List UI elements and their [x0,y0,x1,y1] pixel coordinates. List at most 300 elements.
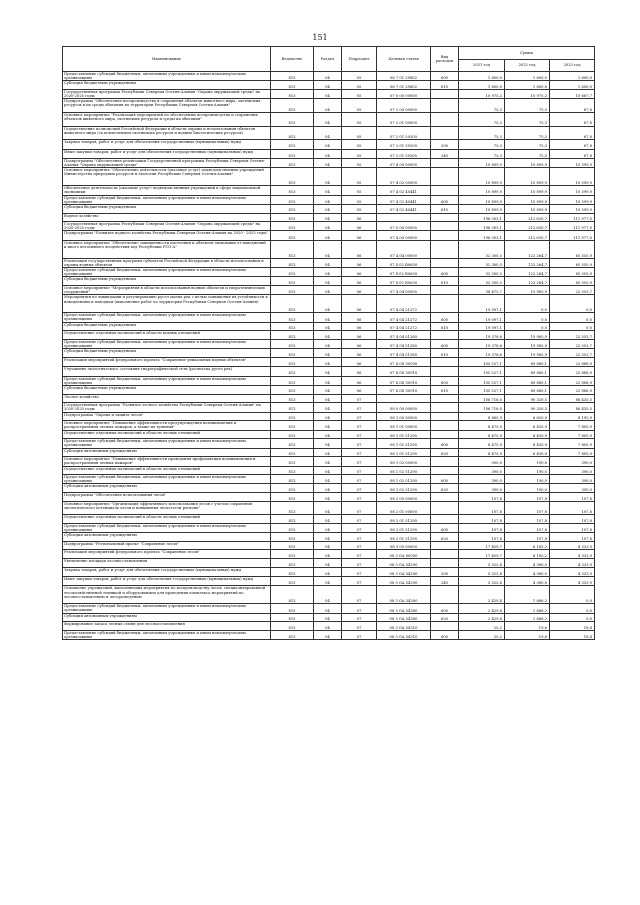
table-row [63,523,595,532]
cell-value-2022: 1 600,0 [505,81,550,90]
cell-name: Основное мероприятие "Обеспечение защищенности населения и объектов экономики от наводнений и иного негативного воздействия вод Республики РСО-А" [63,240,271,258]
cell-ministry: 813 [271,149,314,158]
cell-target: 08 2 01 51290 [377,523,431,532]
cell-subsection: 05 [342,158,377,167]
table-row [63,559,595,568]
table-row [63,168,595,186]
table-row [63,439,595,448]
table-row [63,331,595,340]
cell-value-2023: 390,0 [550,475,595,484]
cell-section: 04 [314,222,342,231]
cell-ministry: 813 [271,168,314,186]
cell-name: Субсидии бюджетным учреждениям [63,349,271,358]
cell-target: 07 2 01 59200 [377,149,431,158]
cell-name: Предоставление субсидий бюджетным, автономным учреждениям и иным некоммерческим организациям [63,630,271,639]
cell-value-2023: 65 555,9 [550,240,595,258]
cell-ministry: 813 [271,541,314,550]
cell-value-2023: 23 888,9 [550,367,595,376]
cell-expense-type: 610 [431,81,459,90]
cell-target: 07 4 04 51280 [377,349,431,358]
cell-value-2021: 52 300,3 [459,240,505,258]
cell-value-2021: 17 459,7 [459,550,505,559]
cell-value-2021: 107,8 [459,523,505,532]
cell-value-2023: 390,0 [550,484,595,493]
cell-subsection: 06 [342,240,377,258]
cell-ministry: 813 [271,186,314,195]
cell-value-2021: 105 527,1 [459,376,505,385]
cell-name: Основное мероприятие "Повышение эффективности предупреждения возникновения и распространения лесных пожаров, а также их тушения" [63,421,271,430]
cell-value-2022: 6 430,9 [505,430,550,439]
cell-subsection: 07 [342,475,377,484]
cell-ministry: 813 [271,331,314,340]
cell-value-2023: 111 977,0 [550,213,595,222]
cell-value-2021: 52 300,3 [459,277,505,286]
cell-name: Предоставление субсидий бюджетным, автономным учреждениям и иным некоммерческим организациям [63,313,271,322]
table-row [63,493,595,502]
cell-value-2023: 390,0 [550,457,595,466]
cell-value-2022: 10 899,9 [505,168,550,186]
cell-value-2021: 25,2 [459,622,505,631]
cell-value-2022: 6 620,9 [505,412,550,421]
table-row [63,613,595,622]
cell-ministry: 813 [271,604,314,613]
cell-name: Основное мероприятие "Повышение эффективности проведения профилактики возникновения и распространения лесных пожаров" [63,457,271,466]
cell-value-2023: 107,8 [550,523,595,532]
cell-ministry: 813 [271,339,314,348]
cell-ministry: 813 [271,112,314,126]
cell-expense-type [431,430,459,439]
cell-ministry: 813 [271,322,314,331]
cell-target: 08 3 GA 54310 [377,622,431,631]
cell-value-2021: 5 522,8 [459,567,505,576]
cell-subsection: 07 [342,604,377,613]
cell-section: 04 [314,277,342,286]
cell-value-2022: 19,6 [505,630,550,639]
cell-name: Подпрограмма "Охрана и защита лесов" [63,412,271,421]
cell-section: 04 [314,567,342,576]
cell-name: Водное хозяйство [63,213,271,222]
table-row [63,394,595,403]
cell-expense-type: 610 [431,277,459,286]
cell-section: 04 [314,186,342,195]
cell-subsection: 07 [342,448,377,457]
cell-value-2022: 6 185,2 [505,541,550,550]
cell-subsection: 07 [342,430,377,439]
table-row [63,466,595,475]
cell-value-2021: 19 097,1 [459,322,505,331]
cell-expense-type: 600 [431,339,459,348]
table-row [63,541,595,550]
cell-expense-type: 600 [431,313,459,322]
cell-section: 04 [314,394,342,403]
cell-value-2022: 0,0 [505,313,550,322]
cell-section: 04 [314,149,342,158]
cell-name: Субсидии автономным учреждениям [63,448,271,457]
cell-name: Осуществление отдельных полномочий в области лесных отношений [63,515,271,524]
cell-ministry: 813 [271,448,314,457]
cell-target: 07 0 00 00000 [377,222,431,231]
cell-ministry: 813 [271,286,314,295]
cell-value-2023: 107,8 [550,515,595,524]
cell-subsection: 07 [342,394,377,403]
cell-value-2023: 10 599,9 [550,158,595,167]
cell-name: Лесное хозяйство [63,394,271,403]
cell-target [377,213,431,222]
table-header [63,47,595,72]
cell-expense-type [431,586,459,604]
cell-value-2023: 4 333,9 [550,577,595,586]
cell-value-2021: 1 600,0 [459,81,505,90]
cell-section: 04 [314,72,342,81]
cell-name: Предоставление субсидий бюджетным, автономным учреждениям и иным некоммерческим организациям [63,523,271,532]
cell-value-2021: 2 429,4 [459,604,505,613]
cell-section: 04 [314,541,342,550]
cell-ministry: 813 [271,430,314,439]
cell-target: 07 0 00 00000 [377,89,431,98]
cell-name: Основное мероприятие "Реализация мероприятий по обеспечению воспроизводства и сохранения объектов животного мира, охотничьих ресурсов и среды их обитания" [63,112,271,126]
cell-target: 08 1 02 51290 [377,466,431,475]
cell-section: 04 [314,112,342,126]
cell-section: 04 [314,195,342,204]
table-row [63,367,595,376]
cell-value-2021: 10 899,9 [459,195,505,204]
cell-ministry: 813 [271,367,314,376]
cell-target: 07 4 04 21272 [377,295,431,313]
cell-ministry: 813 [271,89,314,98]
cell-value-2021: 19 378,6 [459,339,505,348]
cell-name: Формирование запаса лесных семян для лесовосстановления [63,622,271,631]
cell-target: 08 3 GA 00000 [377,550,431,559]
cell-ministry: 813 [271,515,314,524]
cell-name: Субсидии бюджетным учреждениям [63,385,271,394]
cell-subsection: 05 [342,81,377,90]
table-row [63,140,595,149]
cell-name: Государственная программа Республики Северная Осетия-Алания "Охрана окружающей среды" на 2020-2025 годы [63,89,271,98]
cell-ministry: 813 [271,394,314,403]
cell-target: 08 3 GA 54310 [377,630,431,639]
cell-section: 04 [314,204,342,213]
table-row [63,604,595,613]
cell-expense-type [431,286,459,295]
cell-value-2023: 22 553,7 [550,286,595,295]
cell-section: 04 [314,448,342,457]
table-row [63,222,595,231]
table-row [63,81,595,90]
cell-name: Предоставление субсидий бюджетным, автономным учреждениям и иным некоммерческим организациям [63,72,271,81]
cell-value-2023: 18,4 [550,622,595,631]
cell-value-2023: 390,0 [550,466,595,475]
cell-ministry: 813 [271,501,314,515]
table-row [63,72,595,81]
cell-expense-type: 610 [431,385,459,394]
cell-ministry: 813 [271,550,314,559]
cell-target: 08 2 01 51290 [377,533,431,542]
cell-value-2021: 52 300,3 [459,268,505,277]
cell-name: Реализация мероприятий федерального проекта "Сохранение уникальных водных объектов" [63,357,271,366]
cell-value-2022: 122 264,7 [505,268,550,277]
table-row [63,89,595,98]
cell-subsection: 05 [342,140,377,149]
cell-value-2021: 390,0 [459,466,505,475]
cell-ministry: 813 [271,586,314,604]
cell-name: Предоставление субсидий бюджетным, автономным учреждениям и иным некоммерческим организациям [63,268,271,277]
cell-expense-type [431,112,459,126]
cell-ministry: 813 [271,484,314,493]
cell-ministry: 813 [271,439,314,448]
table-row [63,448,595,457]
cell-ministry: 813 [271,376,314,385]
cell-ministry: 813 [271,412,314,421]
cell-ministry: 813 [271,559,314,568]
cell-value-2023: 107,8 [550,501,595,515]
cell-ministry: 813 [271,277,314,286]
cell-value-2023: 1 600,0 [550,81,595,90]
cell-expense-type: 200 [431,567,459,576]
cell-target: 08 1 02 00000 [377,457,431,466]
cell-value-2022: 107,8 [505,523,550,532]
cell-ministry: 813 [271,475,314,484]
cell-target: 07 4 02 R0650 [377,277,431,286]
cell-section: 04 [314,357,342,366]
cell-expense-type [431,501,459,515]
cell-expense-type [431,186,459,195]
table-row [63,258,595,267]
cell-value-2021: 196 303,1 [459,231,505,240]
cell-value-2023: 67,8 [550,112,595,126]
cell-subsection: 06 [342,258,377,267]
cell-section: 04 [314,439,342,448]
cell-value-2023: 88 435,5 [550,394,595,403]
cell-value-2021: 390,0 [459,484,505,493]
cell-value-2022: 212 630,7 [505,231,550,240]
cell-target: 07 4 02 40441 [377,186,431,195]
header-subsection: Подраздел [342,47,377,72]
cell-ministry: 813 [271,240,314,258]
cell-value-2021: 19 097,1 [459,295,505,313]
cell-value-2023: 65 555,9 [550,258,595,267]
cell-value-2022: 6 430,9 [505,448,550,457]
cell-value-2021: 2 429,4 [459,586,505,604]
cell-section: 04 [314,457,342,466]
cell-value-2021: 10 899,9 [459,168,505,186]
header-expense-type: Вид расходов [431,47,459,72]
cell-value-2022: 107,8 [505,493,550,502]
cell-section: 04 [314,240,342,258]
cell-target: 07 4 G8 50910 [377,367,431,376]
cell-value-2021: 8 475,9 [459,439,505,448]
cell-value-2021: 25,2 [459,630,505,639]
cell-section: 04 [314,586,342,604]
cell-expense-type [431,559,459,568]
cell-target: 08 2 01 51290 [377,515,431,524]
cell-name: Субсидии автономным учреждениям [63,484,271,493]
table-row [63,149,595,158]
cell-expense-type: 600 [431,376,459,385]
cell-ministry: 813 [271,403,314,412]
cell-subsection: 07 [342,412,377,421]
cell-ministry: 813 [271,533,314,542]
header-target: Целевая статья [377,47,431,72]
table-row [63,403,595,412]
cell-value-2021: 10 899,9 [459,186,505,195]
table-row [63,286,595,295]
cell-name: Осуществление отдельных полномочий в области лесных отношений [63,466,271,475]
cell-subsection: 06 [342,277,377,286]
cell-subsection: 07 [342,439,377,448]
cell-value-2022: 190,0 [505,466,550,475]
cell-ministry: 813 [271,577,314,586]
cell-ministry: 813 [271,457,314,466]
cell-value-2022: 107,8 [505,533,550,542]
cell-value-2023: 65 555,9 [550,268,595,277]
cell-name: Субсидии автономным учреждениям [63,533,271,542]
cell-subsection: 05 [342,149,377,158]
cell-target: 07 4 04 00000 [377,286,431,295]
cell-value-2022: 190,0 [505,484,550,493]
cell-value-2023: 1 600,0 [550,72,595,81]
cell-subsection: 06 [342,385,377,394]
cell-name: Подпрограмма "Обеспечение воспроизводства и сохранения объектов животного мира, охотничьих ресурсов и их среды обитания на территории Республики Северная Осетия-Алания" [63,99,271,113]
cell-target [377,394,431,403]
cell-value-2021: 8 865,9 [459,412,505,421]
table-row [63,376,595,385]
cell-expense-type: 240 [431,149,459,158]
table-row [63,204,595,213]
cell-value-2022: 19 985,9 [505,331,550,340]
cell-target: 07 2 01 59200 [377,126,431,140]
cell-section: 04 [314,604,342,613]
cell-value-2022: 69 880,1 [505,357,550,366]
cell-value-2021: 75,3 [459,126,505,140]
cell-target: 07 4 00 00000 [377,231,431,240]
table-row [63,277,595,286]
cell-ministry: 813 [271,421,314,430]
cell-value-2023: 111 977,0 [550,231,595,240]
table-row [63,349,595,358]
table-row [63,339,595,348]
cell-target: 07 2 01 59200 [377,140,431,149]
cell-ministry: 813 [271,81,314,90]
cell-ministry: 813 [271,195,314,204]
cell-expense-type: 600 [431,268,459,277]
cell-value-2022: 4 380,0 [505,567,550,576]
cell-value-2021: 19 378,6 [459,331,505,340]
cell-expense-type [431,403,459,412]
cell-subsection: 07 [342,466,377,475]
cell-value-2023: 107,8 [550,533,595,542]
table-row [63,186,595,195]
cell-value-2023: 65 555,9 [550,277,595,286]
cell-value-2023: 10 667,7 [550,89,595,98]
cell-target: 07 2 01 00000 [377,112,431,126]
cell-value-2021: 75,3 [459,99,505,113]
cell-value-2021: 107,8 [459,493,505,502]
cell-expense-type: 620 [431,533,459,542]
cell-ministry: 813 [271,222,314,231]
cell-subsection: 05 [342,204,377,213]
cell-value-2022: 6 430,9 [505,439,550,448]
cell-value-2023: 22 553,7 [550,349,595,358]
cell-name: Субсидии бюджетным учреждениям [63,204,271,213]
cell-section: 04 [314,484,342,493]
cell-value-2021: 107,8 [459,533,505,542]
cell-value-2023: 4 333,9 [550,567,595,576]
cell-value-2022: 4 380,0 [505,559,550,568]
cell-value-2022: 0,0 [505,295,550,313]
cell-subsection: 07 [342,613,377,622]
cell-value-2022: 190,0 [505,457,550,466]
table-row [63,295,595,313]
cell-subsection: 07 [342,493,377,502]
cell-name: Оснащение учреждений, выполняющих мероприятия по воспроизводству лесов, специализированной лесохозяйственной техникой и оборудованием для проведения комплекса мероприятий по лесовосстановлению и лесоразведению [63,586,271,604]
cell-expense-type [431,213,459,222]
table-row [63,158,595,167]
cell-target: 07 4 02 40441 [377,195,431,204]
cell-value-2021: 17 459,7 [459,541,505,550]
cell-subsection: 07 [342,523,377,532]
cell-subsection: 06 [342,376,377,385]
cell-section: 04 [314,231,342,240]
table-body [63,72,595,640]
cell-value-2021: 5 522,8 [459,559,505,568]
cell-target: 08 3 GA 54300 [377,586,431,604]
table-row [63,231,595,240]
cell-name: Подпрограмма "Обеспечение реализации Государственной программы Республики Северная Осетия-Алания "Охрана окружающей среды" [63,158,271,167]
cell-name: Реализация государственных программ субъектов Российской Федерации в области использования и охраны водных объектов [63,258,271,267]
cell-value-2023: 10 599,9 [550,168,595,186]
cell-value-2022: 107,8 [505,515,550,524]
cell-value-2023: 0,0 [550,613,595,622]
cell-name: Субсидии бюджетным учреждениям [63,322,271,331]
cell-expense-type: 600 [431,195,459,204]
cell-section: 04 [314,286,342,295]
cell-value-2021: 105 527,1 [459,357,505,366]
table-row [63,630,595,639]
cell-expense-type [431,126,459,140]
cell-ministry: 813 [271,567,314,576]
cell-target: 08 1 02 51290 [377,484,431,493]
cell-value-2021: 105 527,1 [459,385,505,394]
table-row [63,421,595,430]
cell-section: 04 [314,533,342,542]
cell-value-2023: 10 599,9 [550,186,595,195]
cell-section: 04 [314,613,342,622]
cell-section: 04 [314,630,342,639]
cell-expense-type [431,412,459,421]
cell-subsection: 05 [342,126,377,140]
table-row [63,99,595,113]
cell-ministry: 813 [271,349,314,358]
cell-value-2022: 19,6 [505,622,550,631]
cell-section: 04 [314,99,342,113]
cell-section: 04 [314,466,342,475]
cell-ministry: 813 [271,630,314,639]
cell-ministry: 813 [271,622,314,631]
cell-name: Увеличение площади лесовосстановления [63,559,271,568]
table-row [63,213,595,222]
cell-section: 04 [314,313,342,322]
cell-target: 08 3 GA 54290 [377,577,431,586]
cell-value-2021: 106 716,0 [459,394,505,403]
cell-expense-type [431,421,459,430]
cell-ministry: 813 [271,295,314,313]
cell-target: 07 2 00 00000 [377,99,431,113]
cell-value-2023: 22 553,7 [550,339,595,348]
cell-section: 04 [314,349,342,358]
page-number: 151 [312,33,328,42]
cell-expense-type [431,367,459,376]
cell-target: 07 4 G8 00000 [377,357,431,366]
